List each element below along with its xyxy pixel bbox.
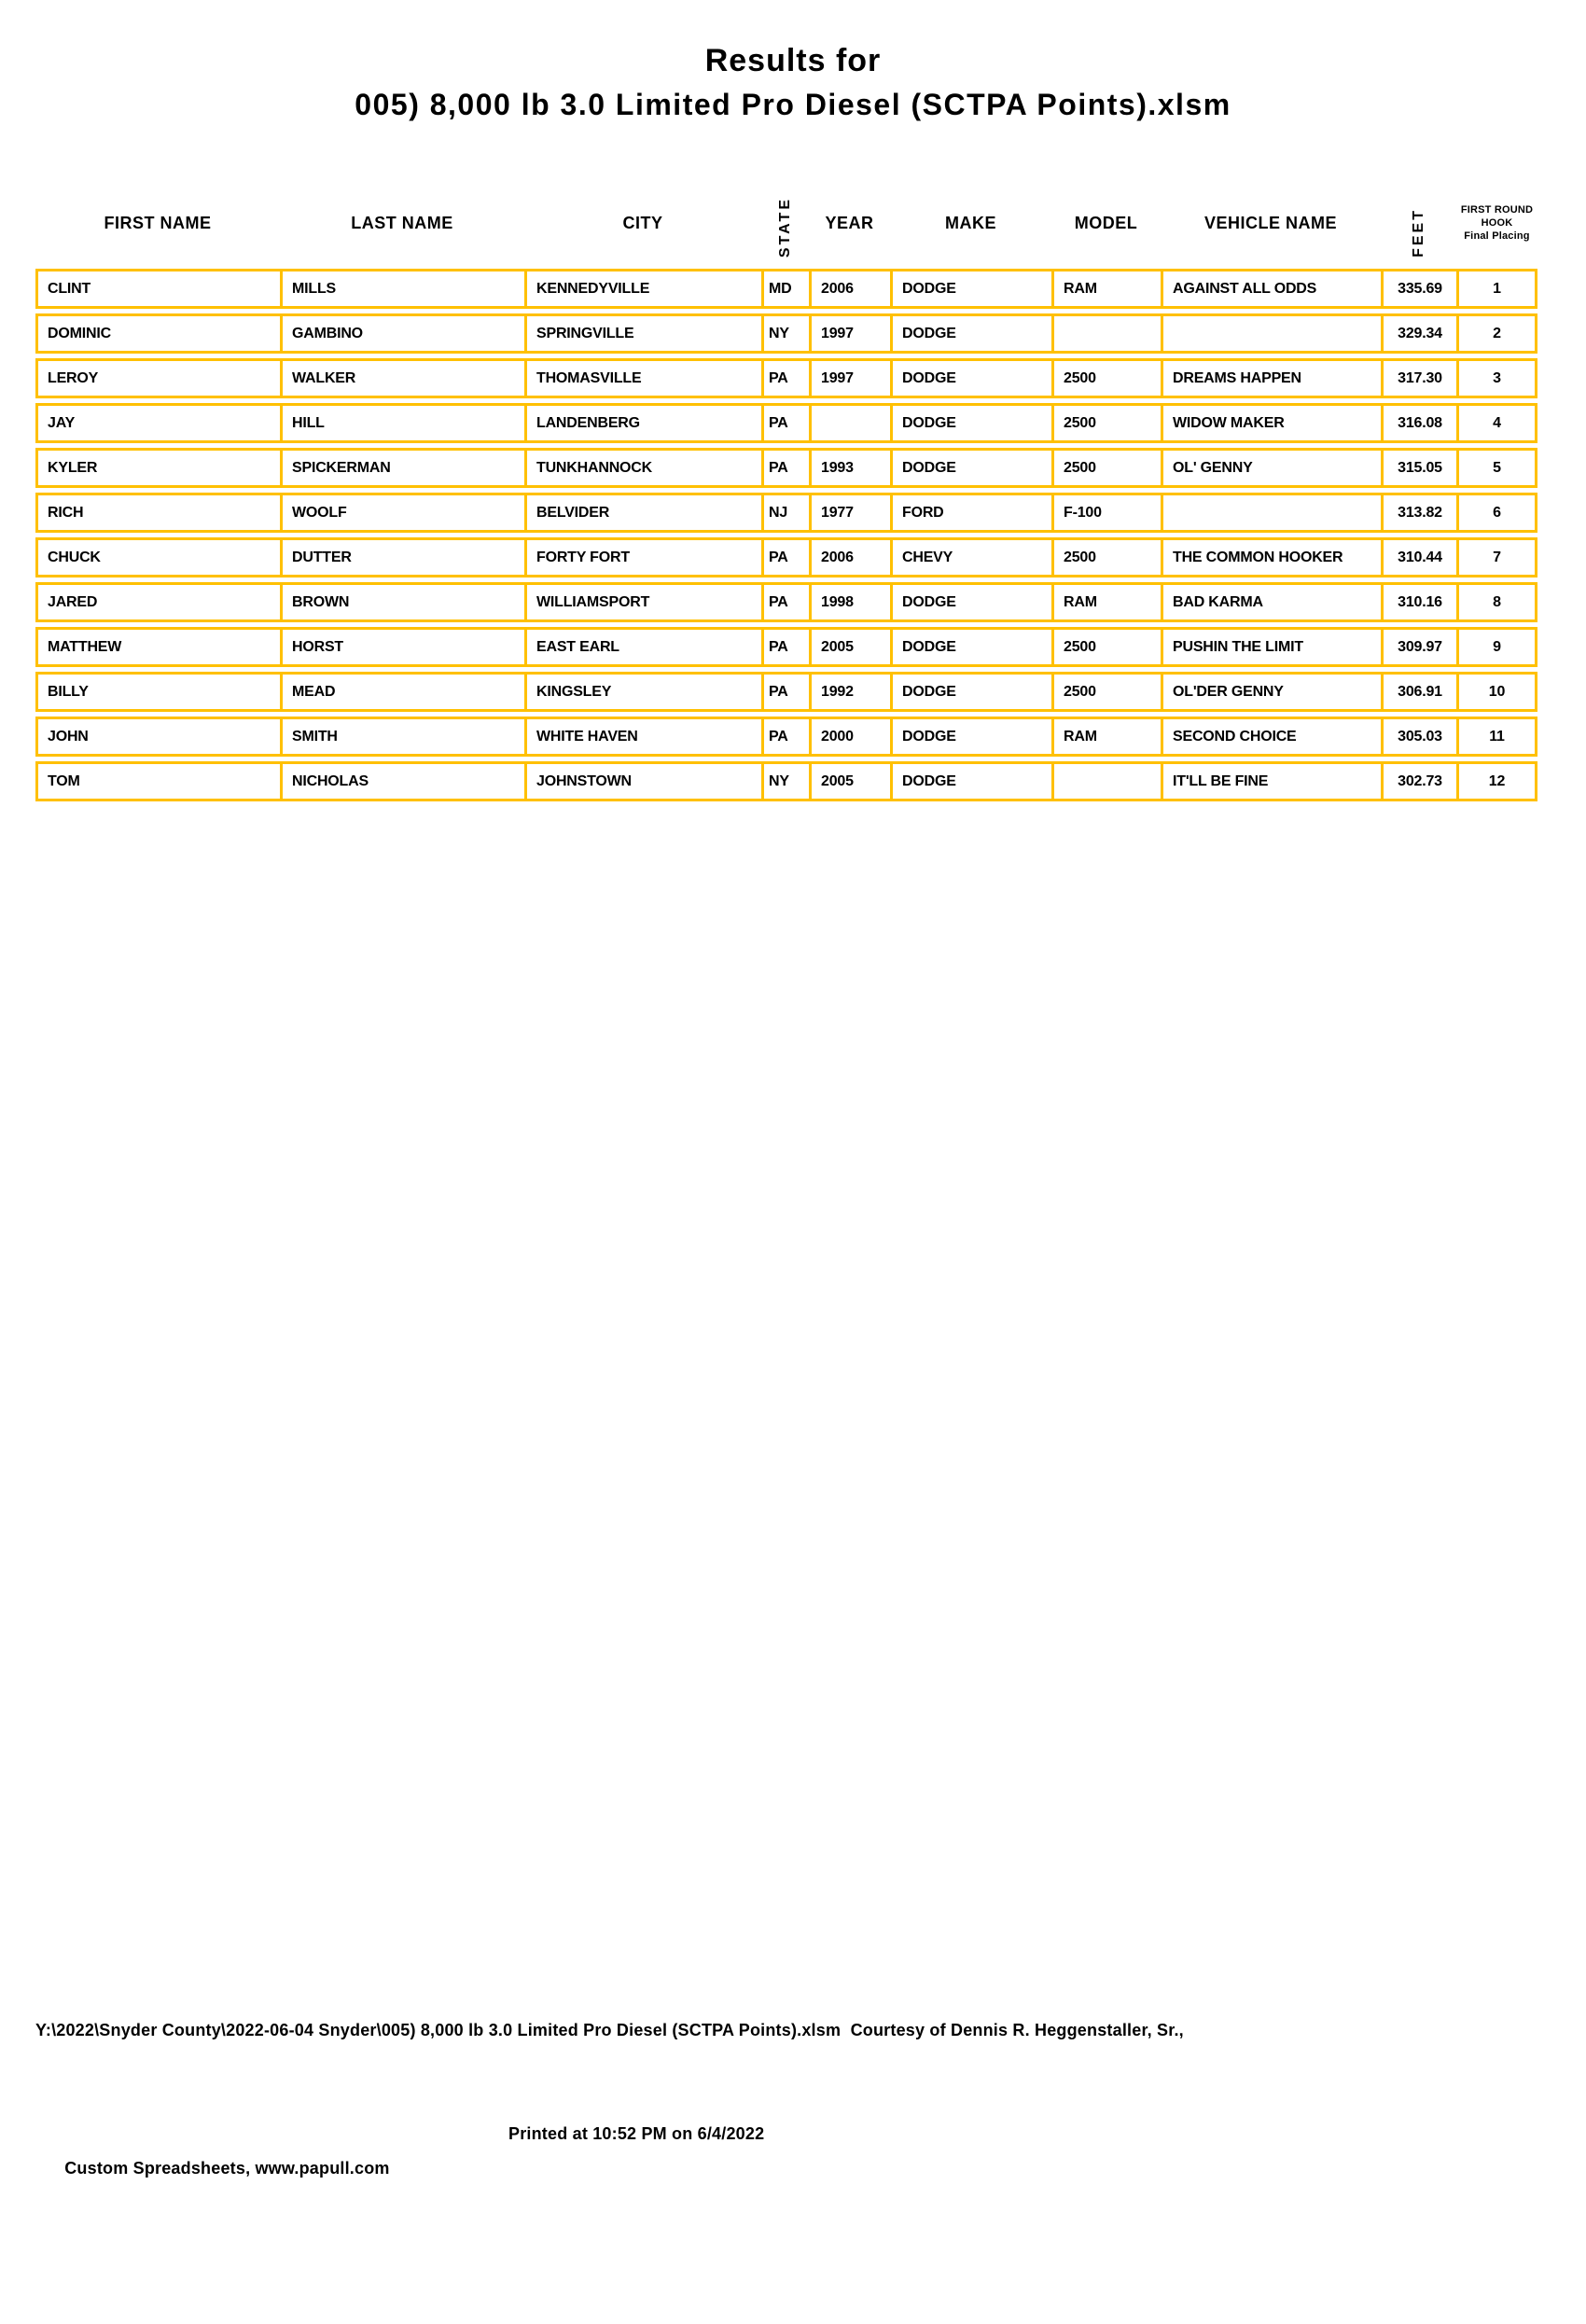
table-row [35, 537, 1537, 578]
cell-year: 2006 [809, 537, 890, 578]
cell-city: LANDENBERG [524, 403, 761, 443]
cell-model: 2500 [1051, 627, 1161, 667]
cell-last-name: NICHOLAS [280, 761, 524, 801]
cell-year: 2005 [809, 627, 890, 667]
cell-state: PA [761, 448, 809, 488]
cell-year: 1998 [809, 582, 890, 622]
cell-make: DODGE [890, 627, 1051, 667]
cell-make: DODGE [890, 717, 1051, 757]
table-header-row [35, 182, 1537, 264]
cell-vehicle-name: OL' GENNY [1161, 448, 1381, 488]
cell-model: 2500 [1051, 537, 1161, 578]
column-header-feet: FEET [1410, 208, 1426, 257]
cell-feet: 315.05 [1381, 448, 1456, 488]
cell-city: WHITE HAVEN [524, 717, 761, 757]
cell-make: DODGE [890, 672, 1051, 712]
footer-file-path: Y:\2022\Snyder County\2022-06-04 Snyder\005) 8,000 lb 3.0 Limited Pro Diesel (SCTPA Points).xlsm Courtesy of Dennis R. Heggenstaller, Sr., [35, 2021, 1184, 2039]
cell-city: JOHNSTOWN [524, 761, 761, 801]
cell-city: KENNEDYVILLE [524, 269, 761, 309]
cell-state: NY [761, 761, 809, 801]
cell-city: THOMASVILLE [524, 358, 761, 398]
cell-year: 1997 [809, 358, 890, 398]
cell-model: F-100 [1051, 493, 1161, 533]
cell-model: RAM [1051, 717, 1161, 757]
cell-year: 2005 [809, 761, 890, 801]
cell-state: PA [761, 537, 809, 578]
cell-make: FORD [890, 493, 1051, 533]
cell-placing: 6 [1456, 493, 1537, 533]
column-header-first-name: FIRST NAME [104, 213, 212, 232]
results-table [35, 177, 1537, 806]
table-row [35, 672, 1537, 712]
cell-feet: 302.73 [1381, 761, 1456, 801]
table-row [35, 358, 1537, 398]
cell-make: DODGE [890, 313, 1051, 354]
cell-make: DODGE [890, 358, 1051, 398]
cell-placing: 8 [1456, 582, 1537, 622]
cell-last-name: WOOLF [280, 493, 524, 533]
table-row [35, 717, 1537, 757]
cell-model: 2500 [1051, 358, 1161, 398]
cell-first-name: TOM [35, 761, 280, 801]
cell-make: DODGE [890, 761, 1051, 801]
cell-city: BELVIDER [524, 493, 761, 533]
cell-state: PA [761, 717, 809, 757]
page-title-line1: Results for [704, 43, 882, 78]
cell-model: 2500 [1051, 403, 1161, 443]
cell-state: PA [761, 358, 809, 398]
table-row [35, 403, 1537, 443]
cell-state: NY [761, 313, 809, 354]
cell-model: 2500 [1051, 672, 1161, 712]
cell-vehicle-name: OL'DER GENNY [1161, 672, 1381, 712]
cell-city: TUNKHANNOCK [524, 448, 761, 488]
cell-state: PA [761, 403, 809, 443]
cell-placing: 11 [1456, 717, 1537, 757]
cell-state: MD [761, 269, 809, 309]
cell-feet: 310.16 [1381, 582, 1456, 622]
cell-state: NJ [761, 493, 809, 533]
cell-first-name: JOHN [35, 717, 280, 757]
cell-model [1051, 313, 1161, 354]
cell-model [1051, 761, 1161, 801]
table-row [35, 269, 1537, 309]
cell-first-name: JARED [35, 582, 280, 622]
footer-credit-line [35, 2117, 1575, 2255]
column-header-state: STATE [776, 196, 793, 257]
cell-make: DODGE [890, 582, 1051, 622]
cell-city: FORTY FORT [524, 537, 761, 578]
cell-model: 2500 [1051, 448, 1161, 488]
cell-feet: 310.44 [1381, 537, 1456, 578]
cell-year: 1977 [809, 493, 890, 533]
table-row [35, 448, 1537, 488]
cell-placing: 10 [1456, 672, 1537, 712]
cell-vehicle-name: IT'LL BE FINE [1161, 761, 1381, 801]
cell-year: 2006 [809, 269, 890, 309]
column-header-vehicle-name: VEHICLE NAME [1203, 213, 1337, 232]
column-header-year: YEAR [825, 213, 874, 232]
cell-city: WILLIAMSPORT [524, 582, 761, 622]
cell-vehicle-name [1161, 313, 1381, 354]
cell-first-name: LEROY [35, 358, 280, 398]
cell-last-name: SPICKERMAN [280, 448, 524, 488]
cell-vehicle-name: PUSHIN THE LIMIT [1161, 627, 1381, 667]
cell-feet: 335.69 [1381, 269, 1456, 309]
cell-feet: 305.03 [1381, 717, 1456, 757]
cell-first-name: BILLY [35, 672, 280, 712]
column-header-last-name: LAST NAME [351, 213, 453, 232]
cell-placing: 3 [1456, 358, 1537, 398]
cell-first-name: JAY [35, 403, 280, 443]
footer-printed-timestamp: Printed at 10:52 PM on 6/4/2022 [508, 2124, 765, 2143]
footer-credit: Custom Spreadsheets, www.papull.com [64, 2159, 390, 2178]
page-title-line2: 005) 8,000 lb 3.0 Limited Pro Diesel (SCTPA Points).xlsm [355, 88, 1231, 121]
cell-feet: 313.82 [1381, 493, 1456, 533]
cell-first-name: CLINT [35, 269, 280, 309]
table-row [35, 627, 1537, 667]
cell-first-name: KYLER [35, 448, 280, 488]
cell-last-name: HILL [280, 403, 524, 443]
cell-last-name: MILLS [280, 269, 524, 309]
cell-make: DODGE [890, 448, 1051, 488]
cell-feet: 306.91 [1381, 672, 1456, 712]
cell-placing: 5 [1456, 448, 1537, 488]
cell-make: DODGE [890, 269, 1051, 309]
cell-model: RAM [1051, 269, 1161, 309]
cell-state: PA [761, 627, 809, 667]
cell-year: 1992 [809, 672, 890, 712]
cell-model: RAM [1051, 582, 1161, 622]
cell-vehicle-name: THE COMMON HOOKER [1161, 537, 1381, 578]
cell-feet: 317.30 [1381, 358, 1456, 398]
table-row [35, 761, 1537, 801]
cell-last-name: SMITH [280, 717, 524, 757]
cell-state: PA [761, 672, 809, 712]
cell-placing: 12 [1456, 761, 1537, 801]
cell-make: CHEVY [890, 537, 1051, 578]
column-header-first-round-hook: FIRST ROUND HOOK Final Placing [1460, 204, 1534, 242]
cell-vehicle-name: SECOND CHOICE [1161, 717, 1381, 757]
cell-last-name: GAMBINO [280, 313, 524, 354]
cell-vehicle-name [1161, 493, 1381, 533]
cell-first-name: DOMINIC [35, 313, 280, 354]
cell-placing: 9 [1456, 627, 1537, 667]
cell-year [809, 403, 890, 443]
cell-vehicle-name: DREAMS HAPPEN [1161, 358, 1381, 398]
cell-year: 1993 [809, 448, 890, 488]
cell-first-name: RICH [35, 493, 280, 533]
cell-last-name: BROWN [280, 582, 524, 622]
cell-feet: 329.34 [1381, 313, 1456, 354]
cell-vehicle-name: WIDOW MAKER [1161, 403, 1381, 443]
cell-last-name: HORST [280, 627, 524, 667]
cell-city: SPRINGVILLE [524, 313, 761, 354]
cell-placing: 1 [1456, 269, 1537, 309]
table-row [35, 493, 1537, 533]
cell-last-name: DUTTER [280, 537, 524, 578]
cell-feet: 309.97 [1381, 627, 1456, 667]
cell-year: 2000 [809, 717, 890, 757]
page-footer [35, 1944, 1575, 2324]
cell-placing: 2 [1456, 313, 1537, 354]
cell-first-name: CHUCK [35, 537, 280, 578]
cell-last-name: WALKER [280, 358, 524, 398]
table-row [35, 582, 1537, 622]
cell-state: PA [761, 582, 809, 622]
cell-make: DODGE [890, 403, 1051, 443]
table-row [35, 313, 1537, 354]
cell-city: EAST EARL [524, 627, 761, 667]
cell-vehicle-name: AGAINST ALL ODDS [1161, 269, 1381, 309]
cell-first-name: MATTHEW [35, 627, 280, 667]
cell-city: KINGSLEY [524, 672, 761, 712]
cell-vehicle-name: BAD KARMA [1161, 582, 1381, 622]
column-header-city: CITY [622, 213, 663, 232]
cell-feet: 316.08 [1381, 403, 1456, 443]
column-header-model: MODEL [1074, 213, 1138, 232]
cell-placing: 4 [1456, 403, 1537, 443]
cell-year: 1997 [809, 313, 890, 354]
cell-last-name: MEAD [280, 672, 524, 712]
column-header-make: MAKE [945, 213, 996, 232]
cell-placing: 7 [1456, 537, 1537, 578]
